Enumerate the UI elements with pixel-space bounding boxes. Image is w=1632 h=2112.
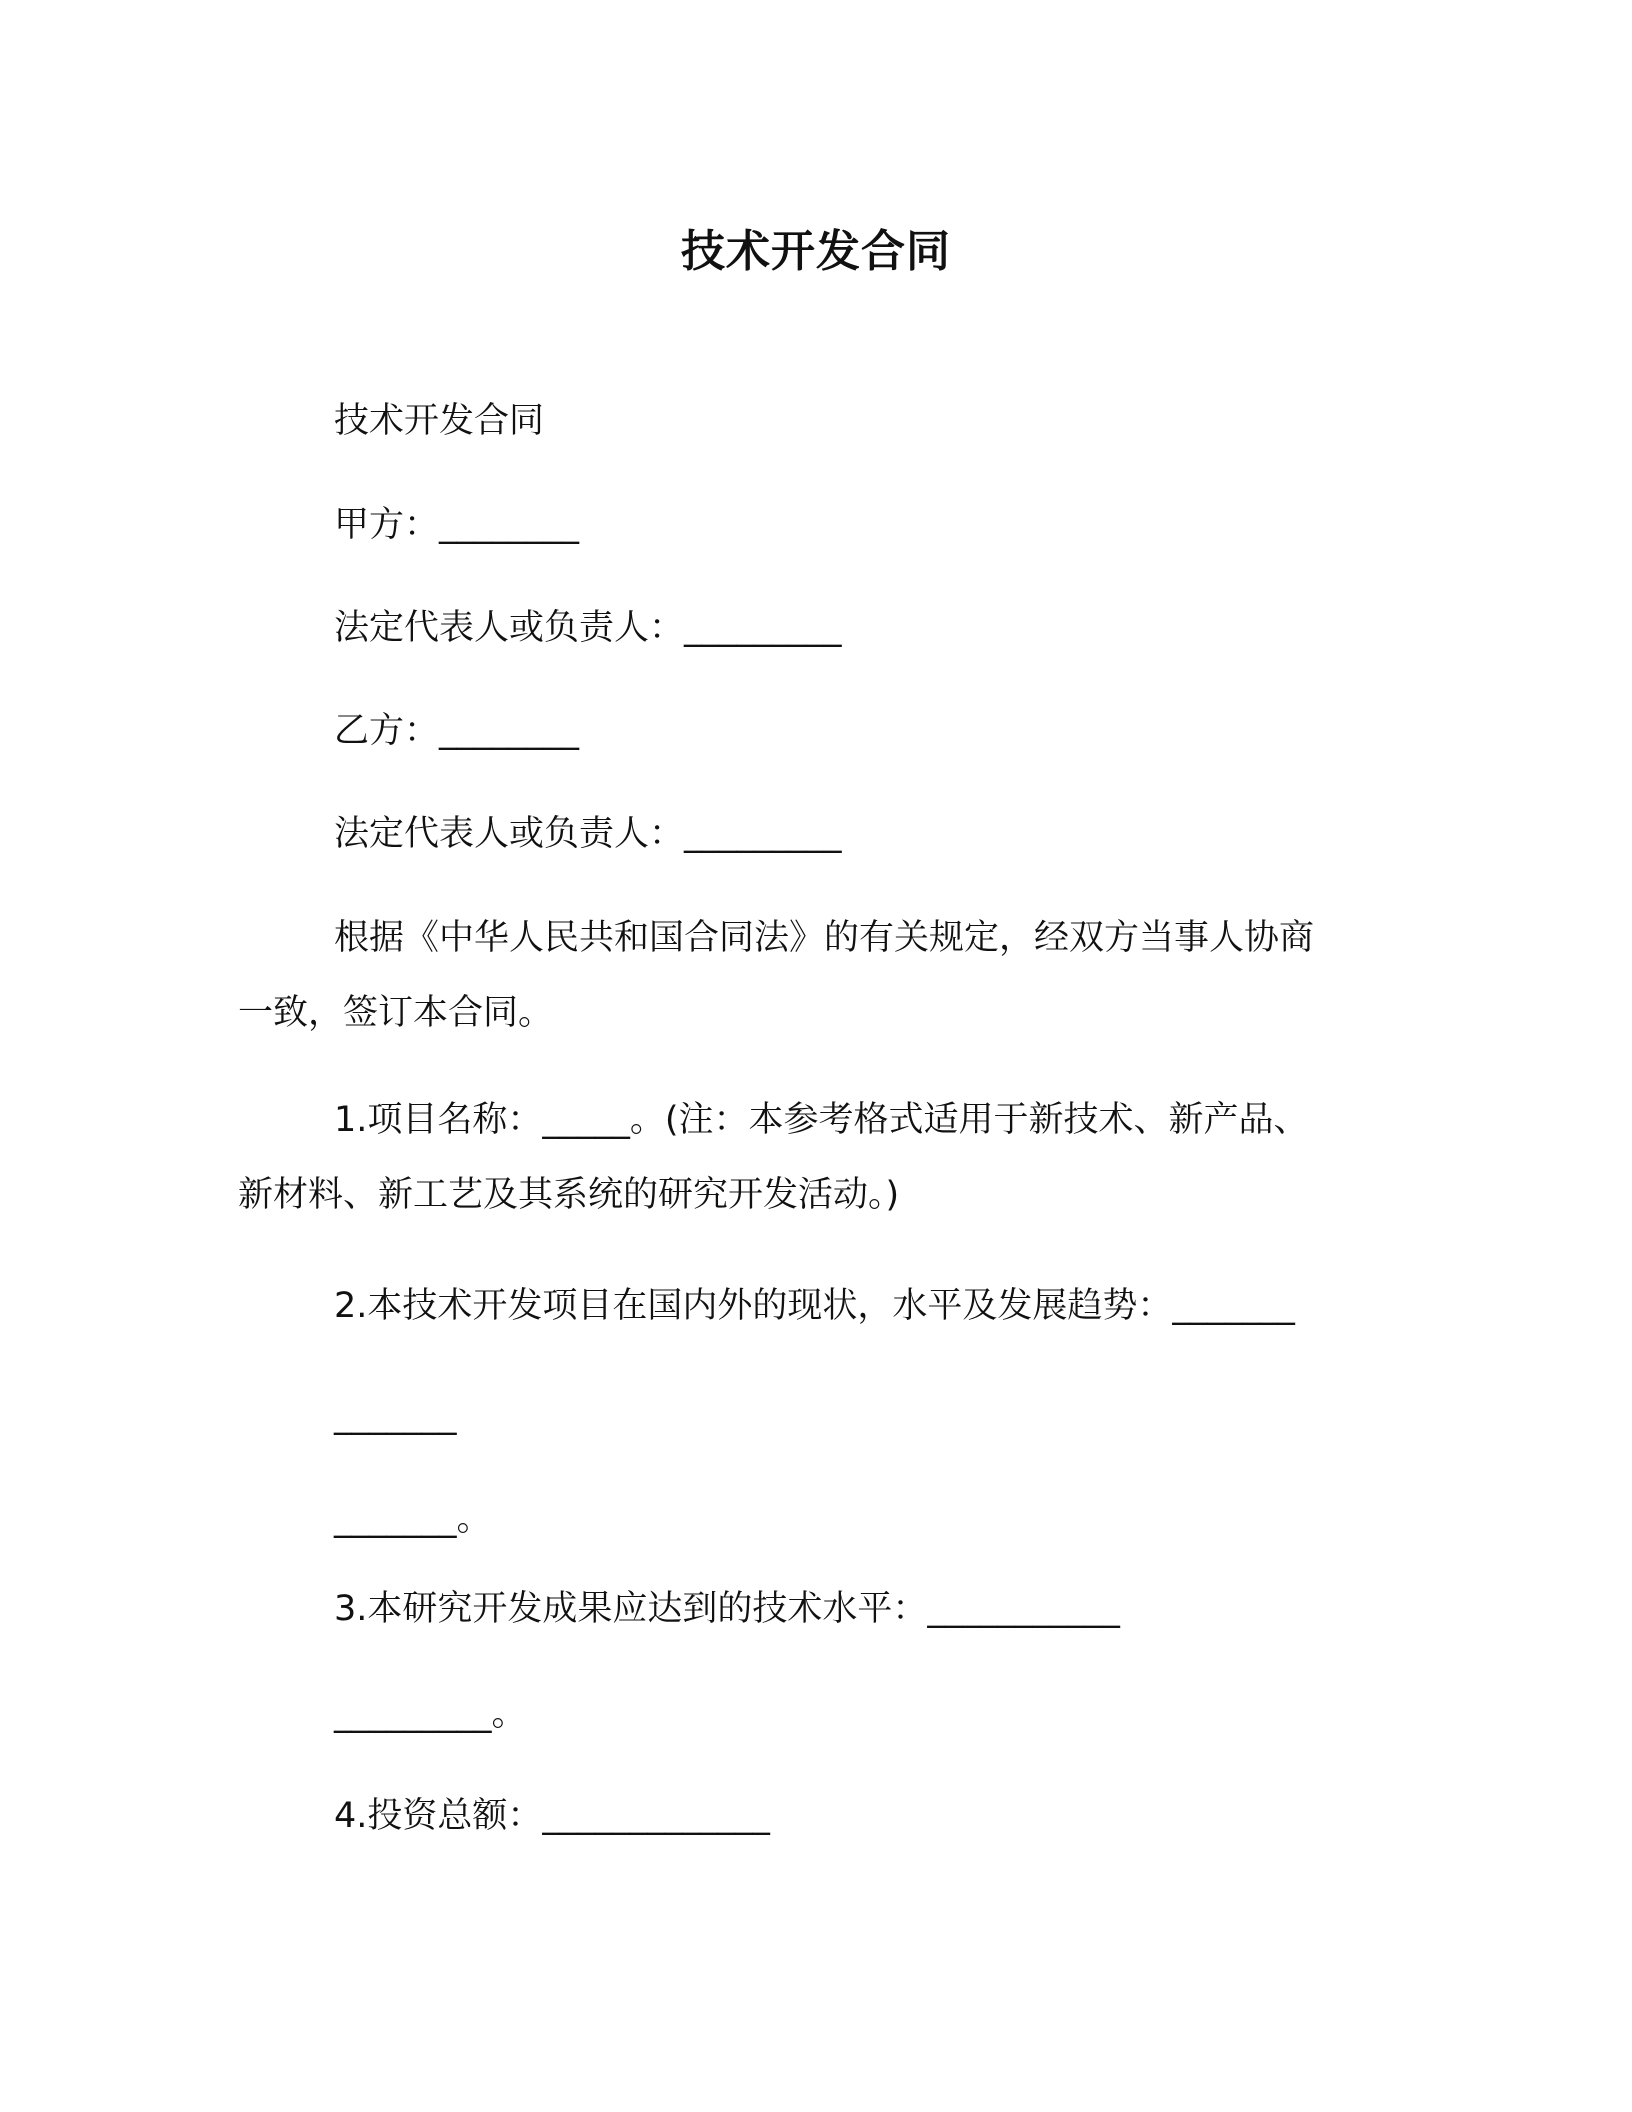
clause-4-line-1: 4.投资总额：_____________	[334, 1796, 770, 1836]
clause-1-line-2: 新材料、新工艺及其系统的研究开发活动。)	[238, 1175, 900, 1215]
subtitle-line: 技术开发合同	[334, 401, 545, 441]
clause-1-line-1: 1.项目名称：_____。(注：本参考格式适用于新技术、新产品、	[334, 1100, 1309, 1140]
party-a-representative-line: 法定代表人或负责人：_________	[334, 608, 842, 648]
party-b-line: 乙方：________	[334, 711, 580, 751]
clause-3-line-1: 3.本研究开发成果应达到的技术水平：___________	[334, 1589, 1120, 1629]
clause-2-line-3: _______。	[334, 1499, 492, 1539]
clause-3-line-2: _________。	[334, 1694, 527, 1734]
preamble-line-1: 根据《中华人民共和国合同法》的有关规定，经双方当事人协商	[334, 918, 1315, 958]
clause-2-line-1: 2.本技术开发项目在国内外的现状，水平及发展趋势：_______	[334, 1286, 1295, 1326]
party-b-representative-line: 法定代表人或负责人：_________	[334, 814, 842, 854]
preamble-line-2: 一致，签订本合同。	[238, 993, 554, 1033]
page-title: 技术开发合同	[681, 226, 951, 277]
party-a-line: 甲方：________	[334, 505, 580, 545]
clause-2-line-2: _______	[334, 1396, 457, 1436]
